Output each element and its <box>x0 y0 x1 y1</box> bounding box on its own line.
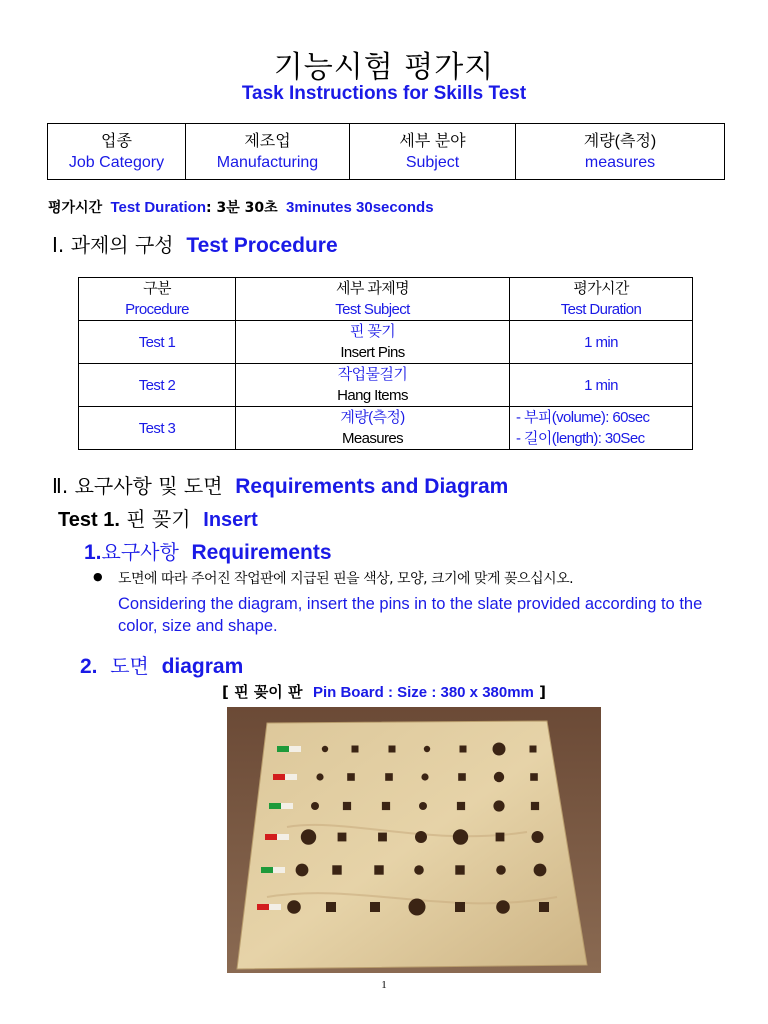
color-marker-white <box>285 774 297 780</box>
pin-hole <box>532 831 544 843</box>
requirement-text-kr: 도면에 따라 주어진 작업판에 지급된 핀을 색상, 모양, 크기에 맞게 꽂으십시오. <box>118 571 574 587</box>
diagram-caption: [ 핀 꽂이 판 Pin Board : Size : 380 x 380mm ] <box>222 683 546 701</box>
color-marker <box>273 774 285 780</box>
pin-hole <box>419 802 427 810</box>
pin-hole <box>493 743 506 756</box>
pin-hole <box>374 865 383 874</box>
pin-hole <box>455 865 464 874</box>
pin-hole <box>415 831 427 843</box>
color-marker <box>265 834 277 840</box>
section-2-heading: Ⅱ. 요구사항 및 도면 Requirements and Diagram <box>52 474 509 498</box>
pin-hole <box>326 902 336 912</box>
pin-hole <box>539 902 549 912</box>
pin-hole <box>338 833 347 842</box>
table-row: Test 3 계량(측정) Measures - 부피(volume): 60sec - 길이(length): 30Sec <box>79 407 693 450</box>
requirements-heading: 1.요구사항 Requirements <box>84 540 332 564</box>
pin-hole <box>347 773 355 781</box>
pin-hole <box>322 746 328 752</box>
pin-hole <box>455 902 465 912</box>
pin-hole <box>389 746 396 753</box>
pin-hole <box>530 746 537 753</box>
info-cell-subject: 세부 분야 Subject <box>350 124 516 180</box>
pin-hole <box>343 802 351 810</box>
page-subtitle: Task Instructions for Skills Test <box>241 83 527 104</box>
pin-hole <box>534 864 547 877</box>
pin-hole <box>496 833 505 842</box>
info-cell-manufacturing: 제조업 Manufacturing <box>186 124 350 180</box>
procedure-table <box>78 277 693 450</box>
pin-hole <box>378 833 387 842</box>
section-1-heading: Ⅰ. 과제의 구성 Test Procedure <box>52 233 338 257</box>
test-1-heading: Test 1. 핀 꽂기 Insert <box>58 507 258 531</box>
info-cell-measures: 계량(측정) measures <box>516 124 725 180</box>
header-procedure: 구분 Procedure <box>79 278 236 321</box>
color-marker-white <box>281 803 293 809</box>
color-marker-white <box>269 904 281 910</box>
color-marker <box>261 867 273 873</box>
pin-hole <box>531 802 539 810</box>
bullet-icon: ● <box>93 570 103 583</box>
table-header-row <box>79 278 693 321</box>
pin-hole <box>460 746 467 753</box>
pin-hole <box>530 773 538 781</box>
info-table <box>47 123 725 180</box>
pin-hole <box>458 773 466 781</box>
pin-hole <box>409 899 426 916</box>
table-row: Test 1 핀 꽂기 Insert Pins 1 min <box>79 321 693 364</box>
info-cell-job-category: 업종 Job Category <box>48 124 186 180</box>
color-marker-white <box>273 867 285 873</box>
color-marker <box>269 803 281 809</box>
pin-hole <box>496 865 506 875</box>
diagram-heading: 2. 도면 diagram <box>80 654 244 678</box>
pin-hole <box>457 802 465 810</box>
pin-hole <box>382 802 390 810</box>
pin-hole <box>311 802 319 810</box>
pin-hole <box>493 800 504 811</box>
pin-hole <box>352 746 359 753</box>
pin-board-photo <box>227 707 601 973</box>
pin-hole <box>424 746 430 752</box>
pin-hole <box>421 773 428 780</box>
pin-hole <box>316 773 323 780</box>
pin-hole <box>301 829 316 844</box>
color-marker-white <box>289 746 301 752</box>
pin-hole <box>332 865 341 874</box>
pin-hole <box>385 773 393 781</box>
test-duration-line: 평가시간 Test Duration: 3분 30초 3minutes 30seconds <box>48 199 434 216</box>
color-marker-white <box>277 834 289 840</box>
pin-hole <box>496 900 510 914</box>
color-marker <box>257 904 269 910</box>
color-marker <box>277 746 289 752</box>
header-test-duration: 평가시간 Test Duration <box>510 278 693 321</box>
requirement-text-en: Considering the diagram, insert the pins in to the slate provided according to the color, size and shape. <box>118 595 703 635</box>
pin-hole <box>296 864 309 877</box>
pin-hole <box>453 829 468 844</box>
header-test-subject: 세부 과제명 Test Subject <box>236 278 510 321</box>
pin-hole <box>287 900 301 914</box>
pin-hole <box>494 772 504 782</box>
page-title: 기능시험 평가지 <box>273 50 495 85</box>
pin-hole <box>414 865 424 875</box>
table-row: Test 2 작업물걸기 Hang Items 1 min <box>79 364 693 407</box>
pin-hole <box>370 902 380 912</box>
page-number: 1 <box>381 979 387 991</box>
